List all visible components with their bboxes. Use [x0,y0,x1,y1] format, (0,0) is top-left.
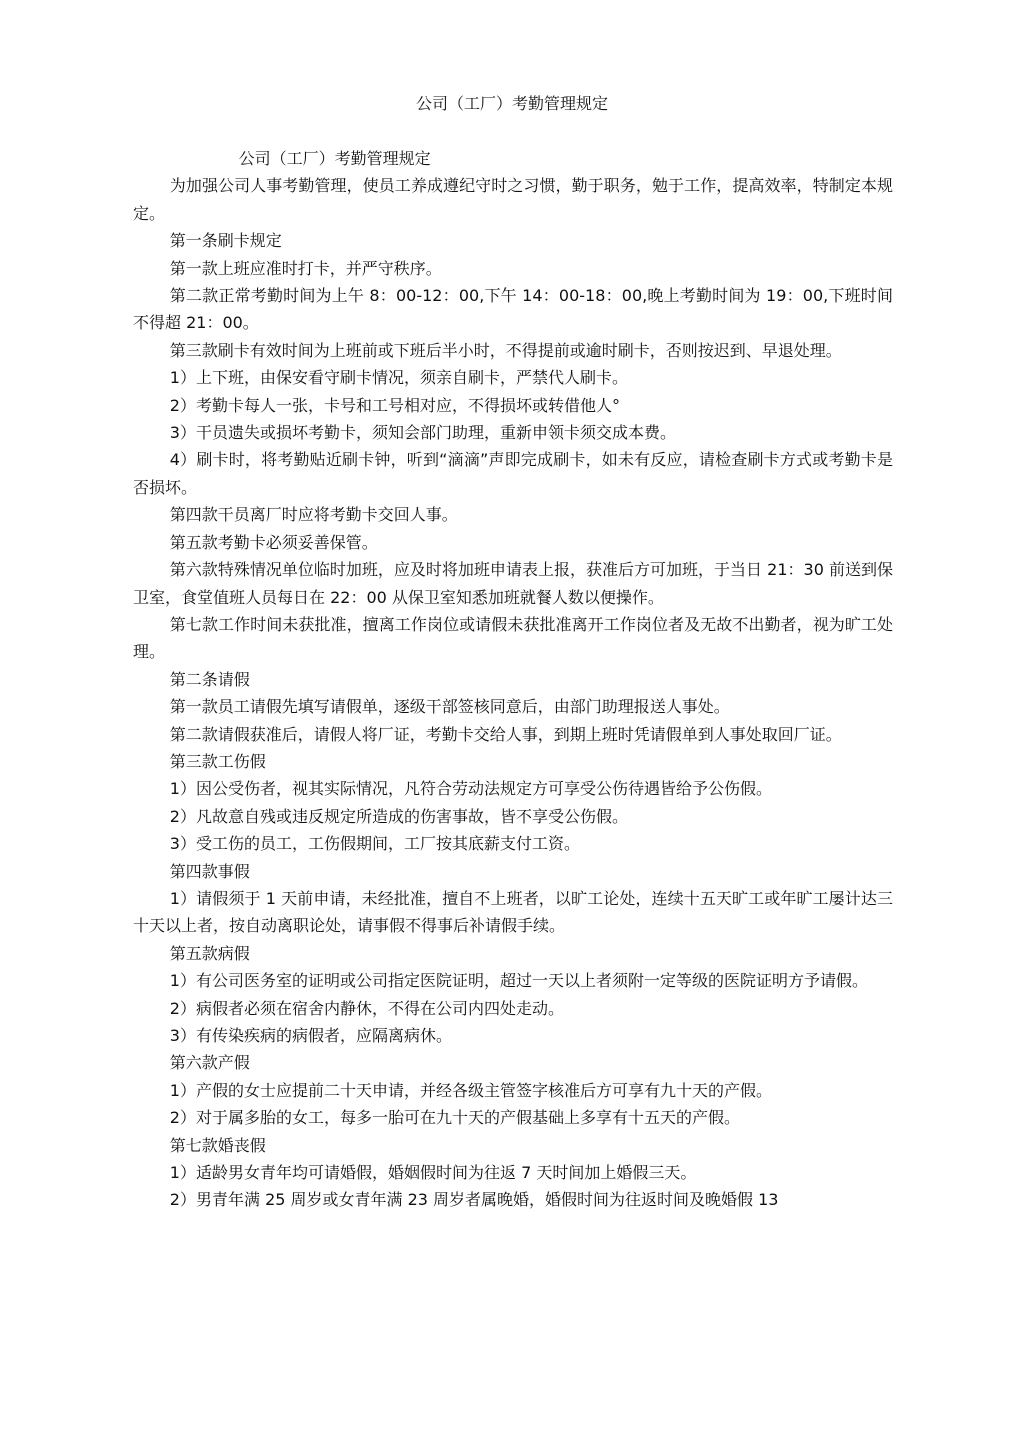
paragraph: 第六款特殊情况单位临时加班，应及时将加班申请表上报，获准后方可加班，于当日 21：30 前送到保卫室，食堂值班人员每日在 22：00 从保卫室知悉加班就餐人数以便操作。 [133,560,893,607]
list-item: 1）因公受伤者，视其实际情况，凡符合劳动法规定方可享受公伤待遇皆给予公伤假。 [169,779,772,799]
paragraph: 第三款刷卡有效时间为上班前或下班后半小时，不得提前或逾时刷卡，否则按迟到、早退处理。 [169,340,842,360]
clause-heading-injury-leave: 第三款工伤假 [169,751,266,771]
list-item: 2）凡故意自残或违反规定所造成的伤害事故，皆不享受公伤假。 [169,806,628,826]
list-item: 3）有传染疾病的病假者，应隔离病休。 [169,1026,452,1045]
clause-heading-personal-leave: 第四款事假 [169,861,250,881]
list-item: 2）男青年满 25 周岁或女青年满 23 周岁者属晚婚，婚假时间为往返时间及晚婚假 13 [169,1190,779,1210]
paragraph-intro: 为加强公司人事考勤管理，使员工养成遵纪守时之习惯，勤于职务，勉于工作，提高效率，特制定本规定。 [133,176,893,223]
document-subtitle: 公司（工厂）考勤管理规定 [238,149,431,168]
paragraph: 第一款员工请假先填写请假单，逐级干部签核同意后，由部门助理报送人事处。 [169,697,730,717]
list-item: 2）对于属多胎的女工，每多一胎可在九十天的产假基础上多享有十五天的产假。 [169,1108,740,1128]
clause-heading-maternity-leave: 第六款产假 [169,1053,250,1073]
list-item: 1）产假的女士应提前二十天申请，并经各级主管签字核准后方可享有九十天的产假。 [169,1080,772,1100]
paragraph: 第五款考勤卡必须妥善保管。 [169,532,378,552]
list-item: 1）上下班，由保安看守刷卡情况，须亲自刷卡，严禁代人刷卡。 [169,368,628,388]
paragraph: 第七款工作时间未获批准，擅离工作岗位或请假未获批准离开工作岗位者及无故不出勤者，视为旷工处理。 [133,614,893,662]
section-heading-card-rules: 第一条刷卡规定 [169,231,282,251]
paragraph: 第一款上班应准时打卡，并严守秩序。 [169,258,442,278]
document-body [133,145,893,1214]
clause-heading-marriage-funeral-leave: 第七款婚丧假 [169,1135,266,1155]
list-item: 3）受工伤的员工，工伤假期间，工厂按其底薪支付工资。 [169,834,580,854]
paragraph: 第四款干员离厂时应将考勤卡交回人事。 [169,505,458,525]
paragraph: 第二款正常考勤时间为上午 8：00-12：00,下午 14：00-18：00,晚上考勤时间为 19：00,下班时间不得超 21：00。 [133,286,893,333]
list-item: 1）请假须于 1 天前申请，未经批准，擅自不上班者，以旷工论处，连续十五天旷工或年旷工屡计达三十天以上者，按自动离职论处，请事假不得事后补请假手续。 [133,888,893,936]
paragraph: 第二款请假获准后，请假人将厂证，考勤卡交给人事，到期上班时凭请假单到人事处取回厂证。 [169,724,842,744]
list-item: 1）有公司医务室的证明或公司指定医院证明，超过一天以上者须附一定等级的医院证明方予请假。 [169,971,868,991]
list-item: 4）刷卡时，将考勤贴近刷卡钟，听到“滴滴”声即完成刷卡，如未有反应，请检查刷卡方式或考勤卡是否损坏。 [133,450,893,497]
section-heading-leave: 第二条请假 [169,669,250,689]
document-header-title: 公司（工厂）考勤管理规定 [415,94,608,113]
list-item: 1）适龄男女青年均可请婚假，婚姻假时间为往返 7 天时间加上婚假三天。 [169,1163,697,1183]
list-item: 2）考勤卡每人一张，卡号和工号相对应，不得损坏或转借他人° [169,395,620,415]
clause-heading-sick-leave: 第五款病假 [169,943,250,963]
list-item: 2）病假者必须在宿舍内静休，不得在公司内四处走动。 [169,998,564,1018]
list-item: 3）干员遗失或损坏考勤卡，须知会部门助理，重新申领卡须交成本费。 [169,423,676,443]
